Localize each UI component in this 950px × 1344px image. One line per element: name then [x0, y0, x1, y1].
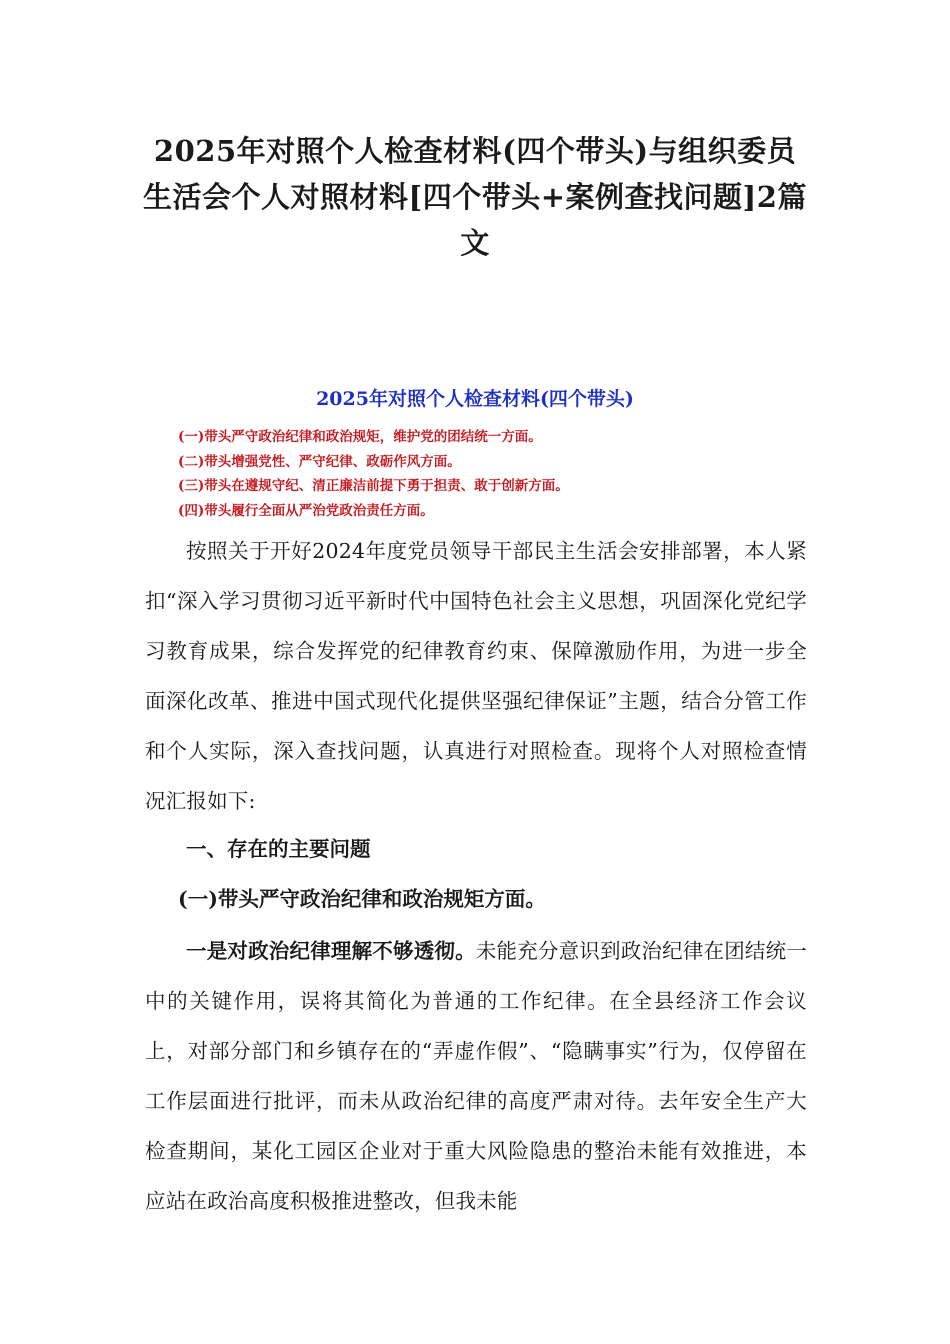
toc-item: (一)带头严守政治纪律和政治规矩，维护党的团结统一方面。 [178, 429, 542, 445]
subsection-heading: (一)带头严守政治纪律和政治规矩方面。 [178, 887, 546, 911]
problem-lead: 一是对政治纪律理解不够透彻。 [186, 939, 476, 963]
toc-item: (二)带头增强党性、严守纪律、政砺作风方面。 [178, 453, 461, 470]
problem-text: 未能充分意识到政治纪律在团结统一中的关键作用，误将其简化为普通的工作纪律。在全县经济工作会议上，对部分部门和乡镇存在的“弄虚作假”、“隐瞒事实”行为，仅停留在工作层面进行批评，而未从政治纪律的高度严肃对待。去年安全生产大检查期间，某化工园区企业对于重大风险隐患的整治未能有效推进，本应站在政治高度积极推进整改，但我未能 [145, 939, 808, 1213]
problem-paragraph [145, 926, 807, 1226]
intro-paragraph: 按照关于开好2024年度党员领导干部民主生活会安排部署，本人紧扣“深入学习贯彻习近平新时代中国特色社会主义思想，巩固深化党纪学习教育成果，综合发挥党的纪律教育约束、保障激励作用，为进一步全面深化改革、推进中国式现代化提供坚强纪律保证”主题，结合分管工作和个人实际，深入查找问题，认真进行对照检查。现将个人对照检查情况汇报如下: [145, 539, 807, 813]
toc-list [178, 425, 818, 523]
toc-item: (四)带头履行全面从严治党政治责任方面。 [178, 502, 434, 519]
toc-item: (三)带头在遵规守纪、清正廉洁前提下勇于担责、敢于创新方面。 [178, 478, 569, 494]
document-subtitle: 2025年对照个人检查材料(四个带头) [316, 388, 634, 410]
document-title: 2025年对照个人检查材料(四个带头)与组织委员生活会个人对照材料[四个带头+案例查找问题]2篇文 [143, 134, 807, 260]
section-heading: 一、存在的主要问题 [186, 837, 371, 861]
